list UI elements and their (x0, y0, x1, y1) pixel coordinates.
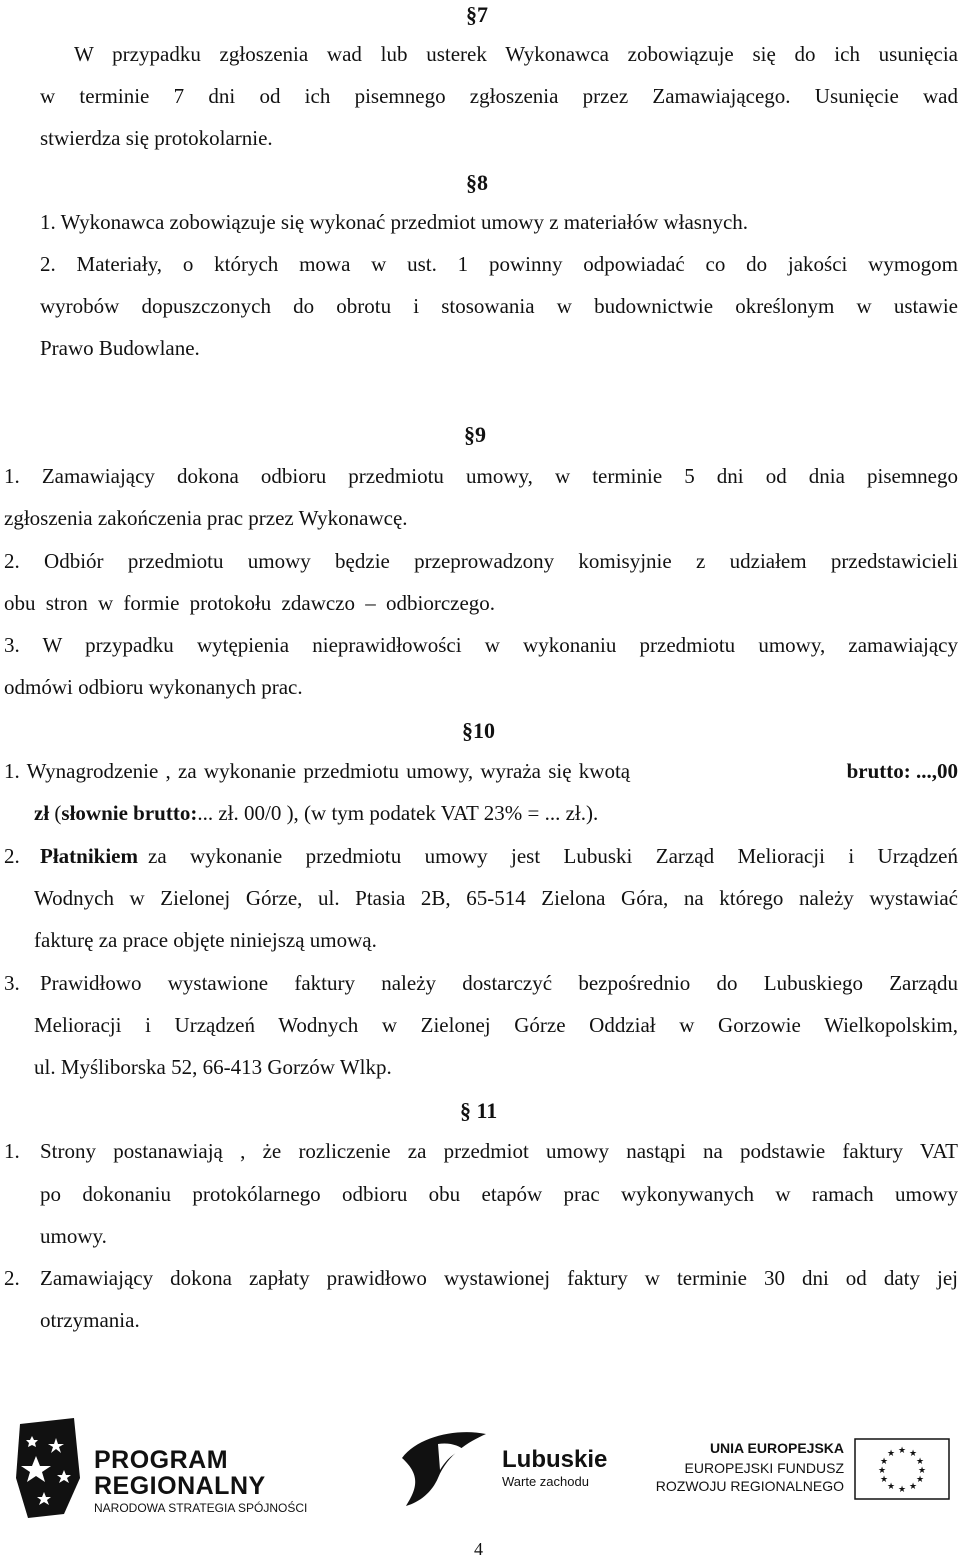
section-10-slownie-label: słownie brutto: (61, 801, 198, 825)
section-10-currency: zł (34, 801, 50, 825)
program-regionalny-logo (14, 1418, 324, 1518)
section-10-item-1-line-2 (34, 803, 598, 824)
section-11-p1-number: 1. (4, 1139, 20, 1163)
page-number: 4 (474, 1539, 483, 1559)
svg-text:★: ★ (917, 1466, 927, 1476)
program-line-3: NARODOWA STRATEGIA SPÓJNOŚCI (94, 1501, 308, 1515)
program-line-2: REGIONALNY (94, 1472, 266, 1500)
section-9-heading: §9 (464, 422, 486, 447)
section-8-line-4: Prawo Budowlane. (40, 336, 200, 360)
eu-line-1: UNIA EUROPEJSKA (709, 1440, 844, 1456)
section-11-p1-line-2: po dokonaniu protokólarnego odbioru obu etapów prac wykonywanych w ramach umowy (40, 1182, 958, 1206)
eu-line-3: ROZWOJU REGIONALNEGO (655, 1478, 844, 1494)
svg-text:★: ★ (908, 1482, 918, 1492)
svg-text:★: ★ (879, 1475, 889, 1485)
section-9-line-4: obu stron w formie protokołu zdawczo – odbiorczego. (4, 591, 496, 615)
section-11-p2-line-2: otrzymania. (40, 1308, 140, 1332)
svg-text:★: ★ (877, 1466, 887, 1476)
svg-text:★: ★ (886, 1482, 896, 1492)
section-10-p2-number: 2. (4, 844, 20, 868)
svg-text:★: ★ (915, 1475, 925, 1485)
section-9-line-1: 1. Zamawiający dokona odbioru przedmiotu umowy, w terminie 5 dni od dnia pisemnego (4, 464, 958, 488)
section-10-p3-line-3: ul. Myśliborska 52, 66-413 Gorzów Wlkp. (34, 1055, 392, 1079)
lubuskie-title: Lubuskie (502, 1446, 608, 1473)
section-8-line-3: wyrobów dopuszczonych do obrotu i stosowania w budownictwie określonym w ustawie (40, 294, 958, 318)
section-10-heading: §10 (462, 718, 495, 743)
section-11-p2-line-1: Zamawiający dokona zapłaty prawidłowo wystawionej faktury w terminie 30 dni od daty jej (40, 1266, 958, 1290)
section-10-paren: ( (49, 801, 62, 825)
program-regionalny-emblem-icon (14, 1418, 86, 1518)
section-9-line-3: 2. Odbiór przedmiotu umowy będzie przeprowadzony komisyjnie z udziałem przedstawicieli (4, 549, 958, 573)
section-10-p2-text-1: za wykonanie przedmiotu umowy jest Lubuski Zarząd Melioracji i Urządzeń (148, 844, 958, 868)
section-8-heading: §8 (466, 170, 488, 195)
section-10-p2-line-2: Wodnych w Zielonej Górze, ul. Ptasia 2B, 65-514 Zielona Góra, na którego należy wystawiać (34, 886, 958, 910)
section-10-p3-line-2: Melioracji i Urządzeń Wodnych w Zielonej Górze Oddział w Gorzowie Wielkopolskim, (34, 1013, 958, 1037)
section-8-line-1: 1. Wykonawca zobowiązuje się wykonać przedmiot umowy z materiałów własnych. (40, 210, 749, 234)
eu-flag-icon (854, 1438, 950, 1500)
section-11-p1-line-3: umowy. (40, 1224, 107, 1248)
svg-text:★: ★ (897, 1446, 907, 1456)
section-10-p3-number: 3. (4, 971, 20, 995)
eu-fund-logo (650, 1438, 954, 1508)
svg-text:★: ★ (908, 1449, 918, 1459)
section-9-line-5: 3. W przypadku wytępienia nieprawidłowości w wykonaniu przedmiotu umowy, zamawiający (4, 633, 958, 657)
section-10-platnik-label: Płatnikiem (40, 844, 138, 868)
eu-line-2: EUROPEJSKI FUNDUSZ (684, 1460, 844, 1476)
section-10-brutto-amount: brutto: ...,00 (846, 759, 958, 783)
section-7-line-2: w terminie 7 dni od ich pisemnego zgłoszenia przez Zamawiającego. Usunięcie wad (40, 84, 958, 108)
section-10-p3-line-1: Prawidłowo wystawione faktury należy dostarczyć bezpośrednio do Lubuskiego Zarządu (40, 971, 958, 995)
lubuskie-subtitle: Warte zachodu (502, 1474, 589, 1489)
section-8-line-2: 2. Materiały, o których mowa w ust. 1 powinny odpowiadać co do jakości wymogom (40, 252, 958, 276)
section-10-p2-line-1 (40, 846, 958, 867)
svg-text:★: ★ (886, 1449, 896, 1459)
svg-text:★: ★ (897, 1485, 907, 1495)
section-7-line-1: W przypadku zgłoszenia wad lub usterek Wykonawca zobowiązuje się do ich usunięcia (74, 42, 958, 66)
section-11-heading: § 11 (460, 1098, 498, 1123)
program-line-1: PROGRAM (94, 1446, 229, 1474)
section-10-vat-text: ... zł. 00/0 ), (w tym podatek VAT 23% = ... zł.). (197, 801, 599, 825)
section-9-line-6: odmówi odbioru wykonanych prac. (4, 675, 303, 699)
section-11-p2-number: 2. (4, 1266, 20, 1290)
section-7-heading: §7 (466, 2, 488, 27)
section-10-item-1-line-1 (4, 761, 958, 782)
svg-text:★: ★ (879, 1457, 889, 1467)
lubuskie-logo (398, 1428, 608, 1508)
section-10-p2-line-3: fakturę za prace objęte niniejszą umową. (34, 928, 377, 952)
section-11-p1-line-1: Strony postanawiają , że rozliczenie za przedmiot umowy nastąpi na podstawie faktury VAT (40, 1139, 958, 1163)
section-10-item-1-text: 1. Wynagrodzenie , za wykonanie przedmiotu umowy, wyraża się kwotą (4, 759, 631, 783)
section-7-line-3: stwierdza się protokolarnie. (40, 126, 273, 150)
section-9-line-2: zgłoszenia zakończenia prac przez Wykonawcę. (4, 506, 408, 530)
svg-text:★: ★ (915, 1457, 925, 1467)
lubuskie-emblem-icon (398, 1428, 490, 1508)
